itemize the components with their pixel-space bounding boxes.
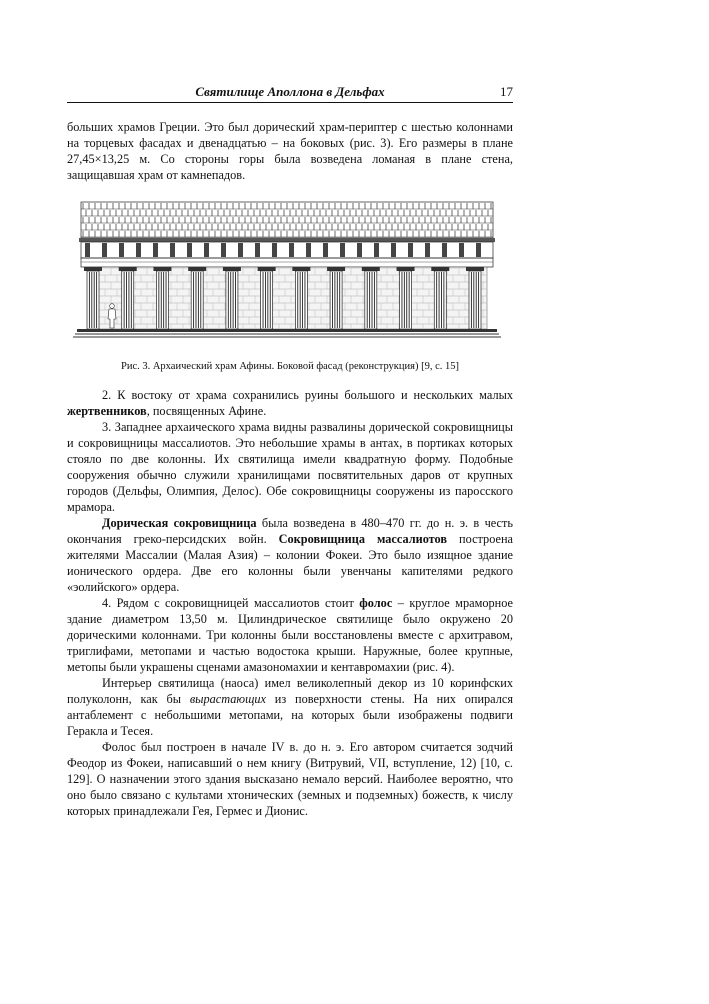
- column-shaft: [122, 271, 134, 329]
- running-header: [67, 84, 513, 103]
- intro-paragraph: больших храмов Греции. Это был дорический храм-периптер с шестью колоннами на торцевых фасадах и двенадцатью – на боковых (рис. 3). Его размеры в плане 27,45×13,25 м. Со стороны горы была возведена ломаная в плане стена, защищавшая храм от камнепадов.: [67, 120, 513, 182]
- header-title: Святилище Аполлона в Дельфах: [195, 84, 385, 99]
- person-head: [110, 304, 115, 309]
- column-shaft: [156, 271, 168, 329]
- column-shaft: [434, 271, 446, 329]
- intro-text: [67, 119, 513, 183]
- column-capital: [258, 267, 276, 271]
- column-shaft: [330, 271, 342, 329]
- temple-facade-drawing: [67, 188, 513, 354]
- page-number: 17: [500, 84, 513, 99]
- triglyph: [170, 243, 175, 257]
- triglyph: [340, 243, 345, 257]
- triglyph: [255, 243, 260, 257]
- column-capital: [362, 267, 380, 271]
- column-shaft: [295, 271, 307, 329]
- architrave: [81, 258, 493, 267]
- column-shaft: [400, 271, 412, 329]
- paragraph-tholos: [67, 595, 513, 675]
- triglyph: [153, 243, 158, 257]
- triglyph: [187, 243, 192, 257]
- triglyph: [408, 243, 413, 257]
- cella-wall: [97, 267, 487, 331]
- paragraph-altars: [67, 387, 513, 419]
- roof-tiles: [81, 202, 493, 238]
- triglyph: [306, 243, 311, 257]
- paragraph-interior: [67, 675, 513, 739]
- entablature: [79, 238, 495, 267]
- column-capital: [188, 267, 206, 271]
- column-capital: [119, 267, 137, 271]
- column-shaft: [261, 271, 273, 329]
- frieze: [81, 242, 493, 258]
- triglyph: [204, 243, 209, 257]
- triglyph: [425, 243, 430, 257]
- text-span: была возведена в 480–470 гг. до н. э. в честь окончания греко-персидских войн.: [67, 516, 513, 546]
- text-span: Интерьер святилища (наоса) имел великолепный декор из 10 коринфских полуколонн, как бы: [67, 676, 513, 706]
- paragraph-architect: Фолос был построен в начале IV в. до н. э. Его автором считается зодчий Феодор из Фокеи, написавший о нем книгу (Витрувий, VII, вступление, 12) [10, с. 129]. О назначении этого здания высказано немало версий. Наиболее вероятно, что оно было связано с культами хтонических (земных и подземных) божеств, к числу которых принадлежали Гея, Гермес и Дионис.: [67, 740, 513, 818]
- text-span: 2. К востоку от храма сохранились руины большого и нескольких малых: [102, 388, 513, 402]
- cornice: [79, 238, 495, 242]
- bold-term: Дорическая сокровищница: [102, 516, 257, 530]
- triglyph: [221, 243, 226, 257]
- stylobate: [73, 329, 501, 337]
- column-shaft: [191, 271, 203, 329]
- column-shaft: [469, 271, 481, 329]
- column-capital: [153, 267, 171, 271]
- triglyph: [289, 243, 294, 257]
- triglyph: [391, 243, 396, 257]
- paragraph-doric-treasury: [67, 515, 513, 595]
- triglyph: [85, 243, 90, 257]
- body-text: [67, 387, 513, 819]
- column-capital: [84, 267, 102, 271]
- triglyph: [476, 243, 481, 257]
- wall-body: [97, 267, 487, 329]
- triglyph: [459, 243, 464, 257]
- triglyph: [374, 243, 379, 257]
- paragraph-treasuries: 3. Западнее архаического храма видны развалины дорической сокровищницы и сокровищницы массалиотов. Это небольшие храмы в антах, в портиках которых стояло по две колонны. Их святилища имели квадратную форму. Подобные сооружения обычно служили хранилищами посвятительных даров от крупных городов (Дельфы, Олимпия, Делос). Обе сокровищницы сооружены из паросского мрамора.: [67, 420, 513, 514]
- column-shaft: [226, 271, 238, 329]
- column-capital: [397, 267, 415, 271]
- triglyph: [357, 243, 362, 257]
- triglyph: [238, 243, 243, 257]
- temple-illustration: [67, 188, 513, 354]
- text-span: , посвященных Афине.: [146, 404, 267, 418]
- text-span: – круглое мраморное здание диаметром 13,50 м. Цилиндрическое святилище было окружено 20 дорическими колоннами. Три колонны были восстановлены вместе с архитравом, триглифами, метопами и частью водостока крыши. Наружные, более крупные, метопы были украшены сценами амазономахии и кентавромахии (рис. 4).: [67, 596, 513, 674]
- stylobate-top: [77, 329, 497, 332]
- column-capital: [431, 267, 449, 271]
- column-capital: [327, 267, 345, 271]
- bold-term: фолос: [359, 596, 393, 610]
- italic-term: вырастающих: [189, 692, 266, 706]
- text-span: 4. Рядом с сокровищницей массалиотов стоит: [102, 596, 360, 610]
- column-capital: [223, 267, 241, 271]
- column-shaft: [87, 271, 99, 329]
- triglyph: [323, 243, 328, 257]
- text-span: построена жителями Массалии (Малая Азия) – колонии Фокеи. Это было изящное здание ионического ордера. Две его колонны были увенчаны капителями редкого «эолийского» ордера.: [67, 532, 513, 594]
- triglyph: [119, 243, 124, 257]
- triglyph: [102, 243, 107, 257]
- triglyph: [136, 243, 141, 257]
- triglyph: [272, 243, 277, 257]
- figure-caption: Рис. 3. Архаический храм Афины. Боковой фасад (реконструкция) [9, с. 15]: [120, 361, 459, 372]
- column-capital: [466, 267, 484, 271]
- column-shaft: [365, 271, 377, 329]
- text-span: из поверхности стены. На них опирался антаблемент с небольшими метопами, на которых были изображены подвиги Геракла и Тесея.: [67, 692, 513, 738]
- column-capital: [292, 267, 310, 271]
- triglyph: [442, 243, 447, 257]
- bold-term: Сокровищница массалиотов: [278, 532, 448, 546]
- bold-term: жертвенников: [67, 404, 147, 418]
